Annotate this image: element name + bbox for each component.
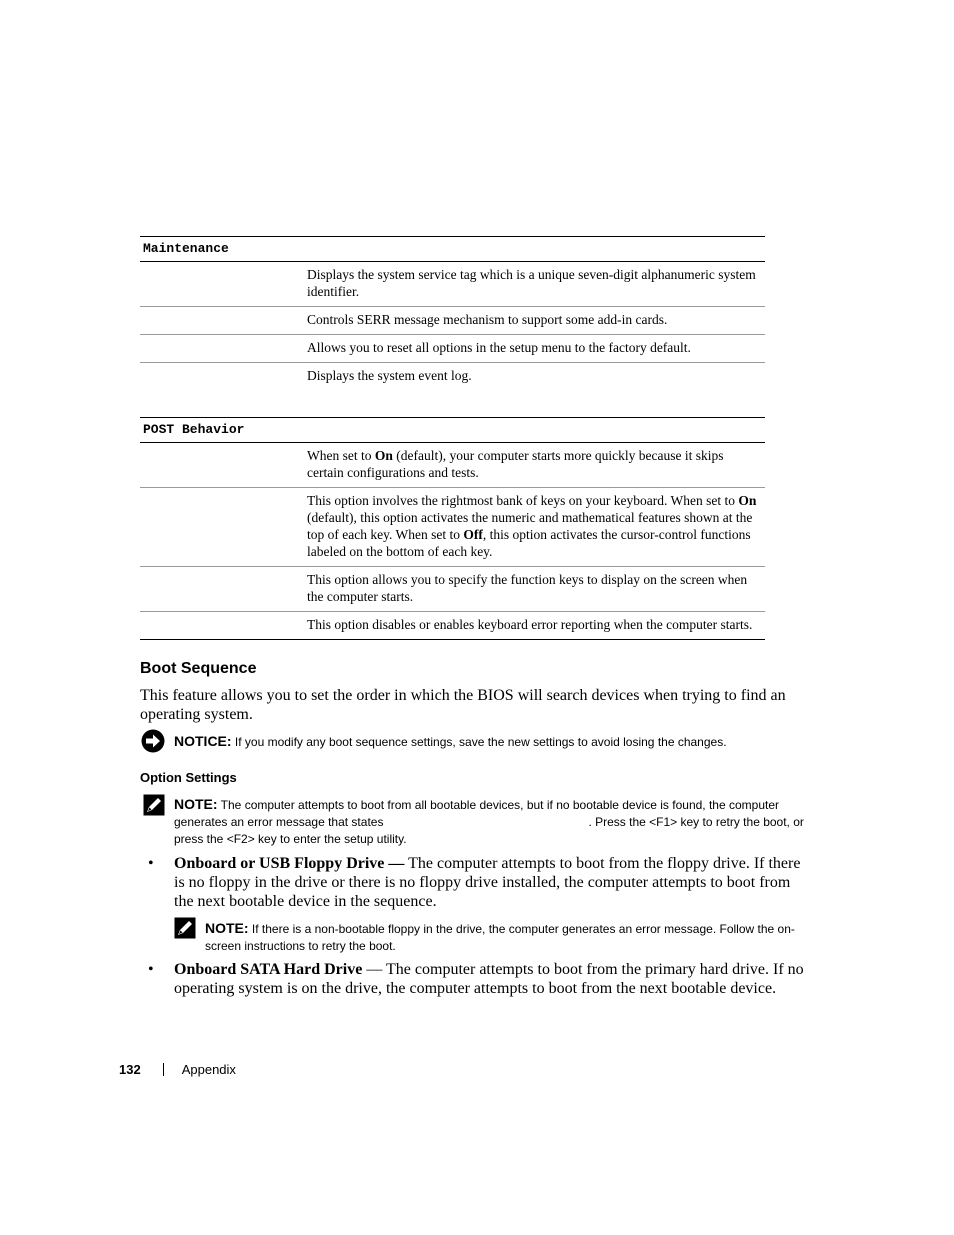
option-description: Allows you to reset all options in the setup menu to the factory default. — [307, 335, 765, 363]
option-name — [140, 488, 307, 567]
footer-section: Appendix — [181, 1062, 236, 1077]
desc-bold: On — [738, 493, 757, 508]
table-row — [140, 612, 765, 640]
table-row — [140, 262, 765, 307]
desc-text: , this option activates the cursor-control functions labeled on the bottom of each key. — [307, 527, 751, 559]
desc-text: (default), your computer starts more quickly because it skips certain configurations and tests. — [307, 448, 724, 480]
option-name — [140, 567, 307, 612]
option-term: Onboard SATA Hard Drive — [174, 961, 363, 978]
note-box — [205, 920, 810, 955]
notice-box — [174, 733, 804, 751]
notice-text: If you modify any boot sequence settings, save the new settings to avoid losing the changes. — [231, 735, 727, 749]
table-row — [140, 335, 765, 363]
option-description: This option disables or enables keyboard error reporting when the computer starts. — [307, 612, 765, 640]
table-row — [140, 363, 765, 391]
option-name — [140, 443, 307, 488]
subsection-heading: Option Settings — [140, 770, 237, 785]
option-text: The computer attempts to boot from the floppy drive. If there is no floppy in the drive or there is no floppy drive installed, the computer attempts to boot from the next bootable device in the sequence. — [174, 855, 801, 910]
option-description: Controls SERR message mechanism to support some add-in cards. — [307, 307, 765, 335]
list-item — [148, 854, 812, 911]
note-label: NOTE: — [205, 920, 249, 936]
desc-bold: Off — [463, 527, 483, 542]
page-footer — [119, 1062, 236, 1077]
notice-arrow-icon — [141, 729, 165, 758]
desc-bold: On — [374, 448, 393, 463]
footer-divider — [163, 1063, 164, 1076]
post-header-row — [140, 418, 765, 443]
option-term: Onboard or USB Floppy Drive — — [174, 855, 405, 872]
note-text: . Press the <F1> key to retry the boot, or press the <F2> key to enter the setup utility. — [174, 815, 804, 846]
maintenance-header: Maintenance — [140, 237, 765, 262]
notice-label: NOTICE: — [174, 733, 232, 749]
table-row — [140, 567, 765, 612]
maintenance-table — [140, 236, 765, 390]
option-name — [140, 335, 307, 363]
table-row — [140, 443, 765, 488]
option-description — [307, 443, 765, 488]
bullet-icon: • — [148, 855, 154, 872]
note-pencil-icon — [143, 794, 165, 821]
intro-paragraph: This feature allows you to set the order in which the BIOS will search devices when trying to find an operating system. — [140, 687, 786, 723]
desc-text: This option involves the rightmost bank of keys on your keyboard. When set to — [307, 493, 739, 508]
note-text: If there is a non-bootable floppy in the drive, the computer generates an error message. Follow the on-screen instructions to retry the boot. — [205, 922, 795, 953]
note-box — [174, 796, 814, 848]
note-label: NOTE: — [174, 796, 218, 812]
boot-options-list — [148, 854, 812, 911]
option-name — [140, 307, 307, 335]
list-item — [148, 960, 812, 998]
bullet-icon: • — [148, 961, 154, 978]
option-description: Displays the system event log. — [307, 368, 472, 383]
post-header: POST Behavior — [140, 418, 765, 443]
option-name — [140, 363, 307, 391]
desc-text: When set to — [307, 448, 375, 463]
table-row — [140, 307, 765, 335]
desc-text: (default), this option activates the numeric and mathematical features shown at the top of each key. When set to — [307, 510, 753, 542]
option-text: — The computer attempts to boot from the primary hard drive. If no operating system is on the drive, the computer attempts to boot from the next bootable device. — [174, 961, 804, 997]
note-text: The computer attempts to boot from all bootable devices, but if no bootable device is found, the computer generates an error message that states — [174, 798, 780, 829]
section-heading: Boot Sequence — [140, 660, 257, 677]
page-number: 132 — [119, 1062, 141, 1077]
post-behavior-table — [140, 417, 765, 640]
option-description — [307, 488, 765, 567]
option-description: Displays the system service tag which is a unique seven-digit alphanumeric system identifier. — [307, 262, 765, 307]
option-description: This option allows you to specify the function keys to display on the screen when the computer starts. — [307, 567, 765, 612]
maintenance-header-row — [140, 237, 765, 262]
table-row — [140, 488, 765, 567]
option-name — [140, 612, 307, 640]
boot-options-list-continued — [148, 960, 812, 998]
option-name — [140, 262, 307, 307]
note-pencil-icon — [174, 917, 196, 944]
